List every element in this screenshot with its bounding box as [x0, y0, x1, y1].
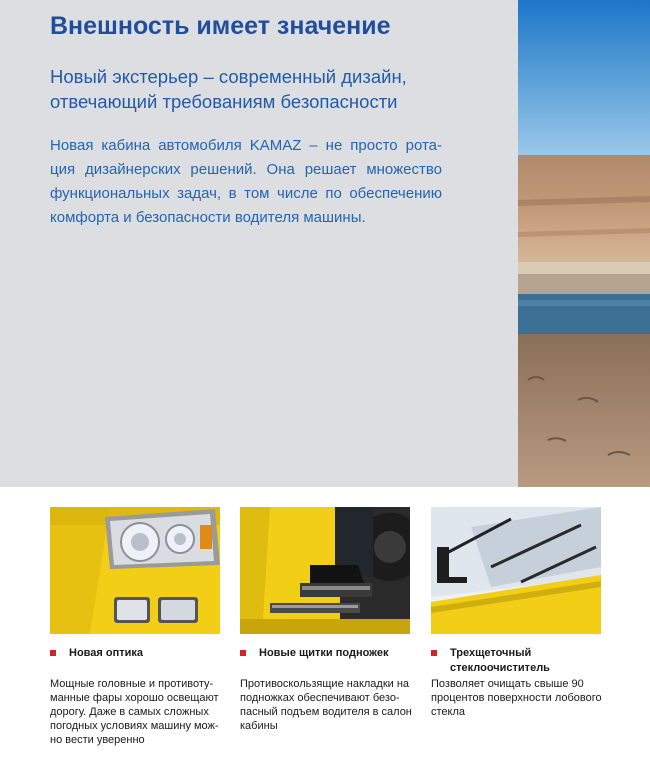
page-title: Внешность имеет значение [50, 12, 391, 40]
landscape-photo [518, 0, 650, 487]
feature-text-steps: Противоскользящие накладки на подножках обеспечивают безо- пасный подъем водителя в салон кабины [240, 678, 412, 732]
bullet-marker [240, 650, 246, 656]
feature-text-wiper: Позволяет очищать свыше 90 процентов поверхности лобового стекла [431, 678, 602, 718]
headlights-photo [50, 507, 220, 634]
intro-paragraph: Новая кабина автомобиля KAMAZ – не просто рота- ция дизайнерских решений. Она решает множество функциональных задач, в том числе по обеспечению комфорта и безопасности водителя машины. [50, 137, 442, 226]
wiper-photo [431, 507, 601, 634]
feature-text-optics: Мощные головные и противоту- манные фары хорошо освещают дорогу. Даже в самых сложных погодных условиях машину мож- но вести уверенно [50, 678, 219, 746]
bullet-marker [431, 650, 437, 656]
footsteps-photo [240, 507, 410, 634]
bullet-marker [50, 650, 56, 656]
page-subtitle: Новый экстерьер – современный дизайн, отвечающий требованиям безопасности [50, 66, 407, 112]
